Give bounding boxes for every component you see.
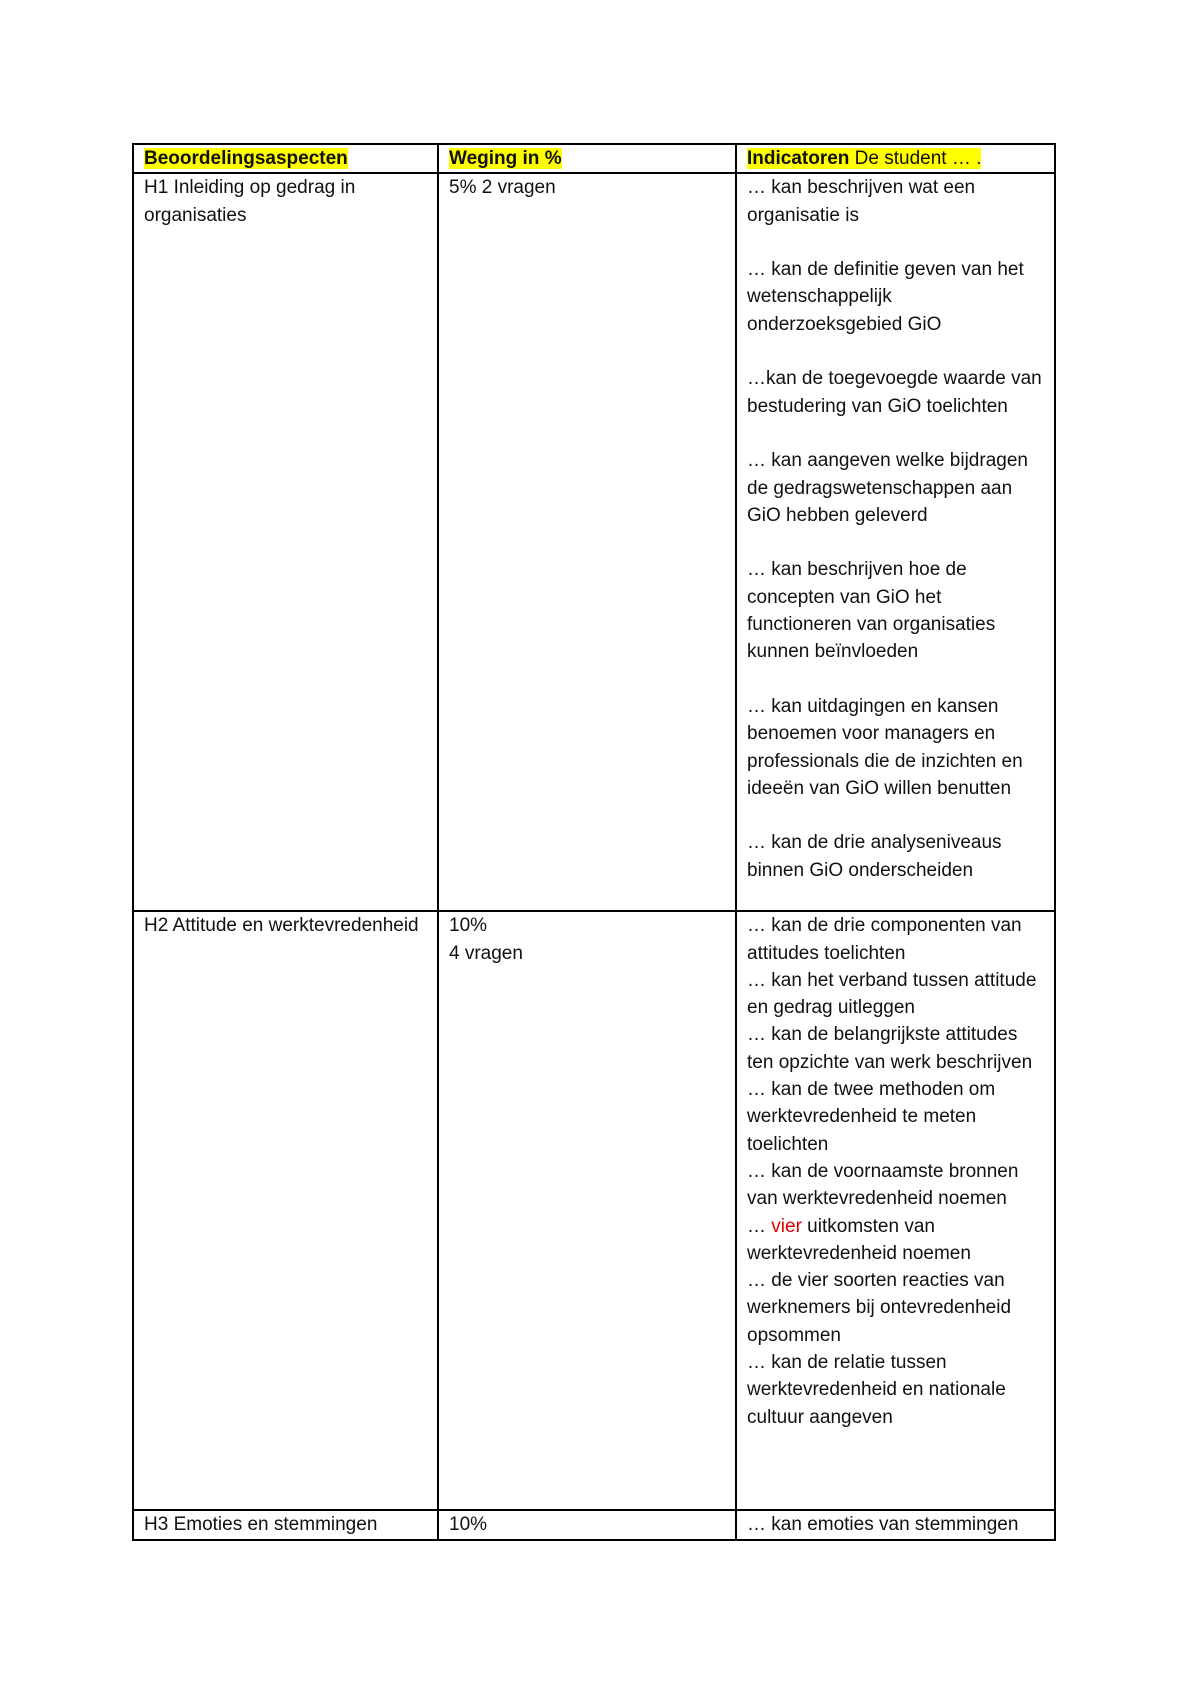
table-row bbox=[133, 173, 1055, 911]
indicator: …kan de toegevoegde waarde van bestudering van GiO toelichten bbox=[747, 368, 1042, 417]
indicator: … kan de drie analyseniveaus binnen GiO onderscheiden bbox=[747, 832, 1002, 881]
weight-cell: 10% 4 vragen bbox=[438, 911, 736, 1510]
indicator-cell: … kan emoties van stemmingen bbox=[736, 1510, 1055, 1539]
table-row bbox=[133, 911, 1055, 1510]
aspect-cell: H1 Inleiding op gedrag in organisaties bbox=[133, 173, 438, 911]
header-weight: Weging in % bbox=[438, 144, 736, 173]
table-header-row bbox=[133, 144, 1055, 173]
assessment-table bbox=[132, 143, 1056, 1541]
table-row bbox=[133, 1510, 1055, 1539]
header-indicators: Indicatoren De student … . bbox=[736, 144, 1055, 173]
weight-cell: 10% bbox=[438, 1510, 736, 1539]
weight-cell: 5% 2 vragen bbox=[438, 173, 736, 911]
header-aspects: Beoordelingsaspecten bbox=[133, 144, 438, 173]
indicator: … kan de relatie tussen werktevredenheid en nationale cultuur aangeven bbox=[747, 1352, 1006, 1428]
indicator: … kan beschrijven hoe de concepten van GiO het functioneren van organisaties kunnen beïnvloeden bbox=[747, 559, 996, 663]
indicator: … kan de drie componenten van attitudes toelichten bbox=[747, 915, 1022, 964]
indicator-cell bbox=[736, 173, 1055, 911]
indicator: … kan de twee methoden om werktevredenheid te meten toelichten bbox=[747, 1079, 996, 1155]
indicator: … de vier soorten reacties van werknemers bij ontevredenheid opsommen bbox=[747, 1270, 1012, 1346]
indicator-cell bbox=[736, 911, 1055, 1510]
indicator: … kan de belangrijkste attitudes ten opzichte van werk beschrijven bbox=[747, 1024, 1033, 1073]
indicator: … kan het verband tussen attitude en gedrag uitleggen bbox=[747, 969, 1037, 1019]
aspect-cell: H2 Attitude en werktevredenheid bbox=[133, 911, 438, 1510]
emphasis-word: vier bbox=[771, 1215, 802, 1237]
indicator: … kan beschrijven wat een organisatie is bbox=[747, 177, 976, 226]
aspect-cell: H3 Emoties en stemmingen bbox=[133, 1510, 438, 1539]
indicator: … kan uitdagingen en kansen benoemen voor managers en professionals die de inzichten en ideeën van GiO willen benutten bbox=[747, 695, 1023, 799]
indicator: … kan de definitie geven van het wetenschappelijk onderzoeksgebied GiO bbox=[747, 259, 1024, 335]
indicator: … kan aangeven welke bijdragen de gedragswetenschappen aan GiO hebben geleverd bbox=[747, 450, 1028, 526]
indicator-with-emphasis: … vier uitkomsten van werktevredenheid noemen bbox=[747, 1215, 971, 1264]
indicator: … kan de voornaamste bronnen van werktevredenheid noemen bbox=[747, 1160, 1019, 1210]
